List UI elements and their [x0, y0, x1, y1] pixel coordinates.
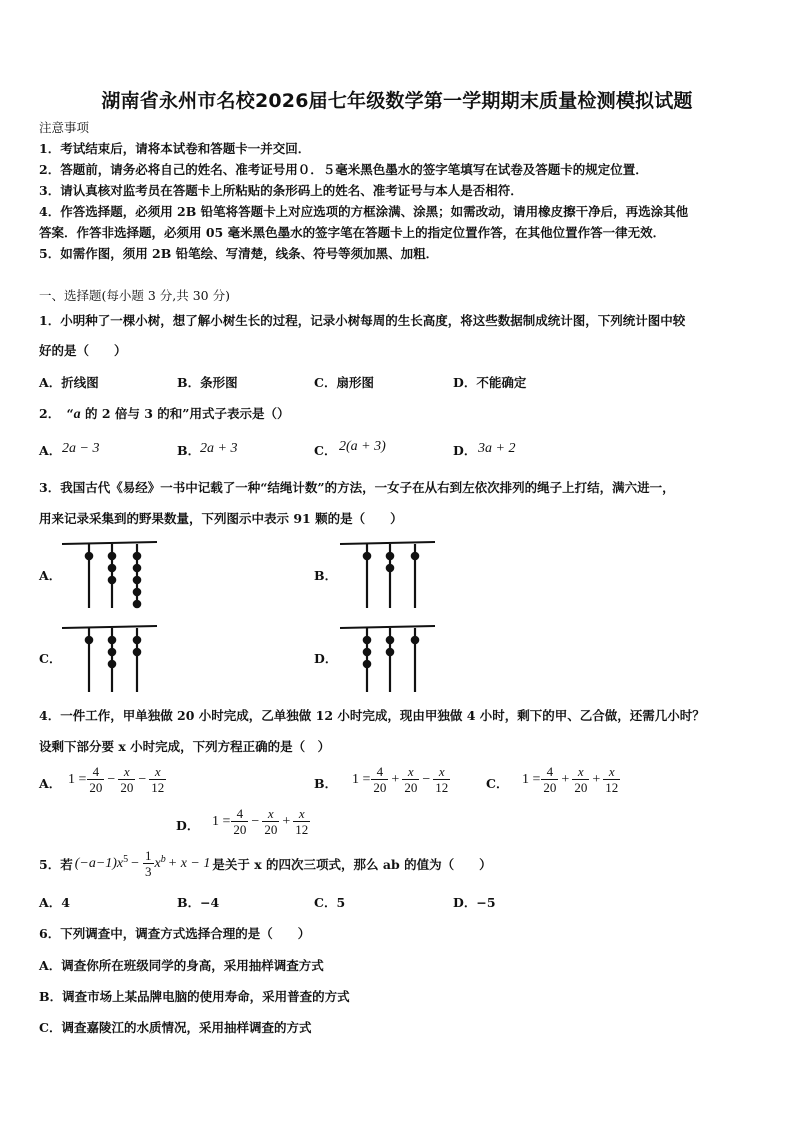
question-1-stem: 1．小明种了一棵小树，想了解小树生长的过程，记录小树每周的生长高度，将这些数据制成统计图，下列统计图中较 — [39, 313, 686, 328]
section-heading: 一、选择题(每小题 3 分,共 30 分) — [39, 288, 230, 303]
q6-option-c: C．调查嘉陵江的水质情况，采用抽样调查的方式 — [39, 1020, 312, 1035]
knot — [363, 552, 372, 561]
notice-item: 5．如需作图，须用 2B 铅笔绘、写清楚，线条、符号等须加黑、加粗． — [39, 246, 439, 261]
knot — [363, 648, 372, 657]
question-5-stem: 5．若 (−a−1)x $^5$ − $\frac{1}{3}$ x $^b$ + x − 1 是关于 x 的四次三项式，那么 ab 的值为（ ） — [39, 848, 492, 879]
q4-label-c: C． — [486, 776, 509, 791]
q2-label-d: D． — [453, 443, 477, 458]
question-4-stem: 设剩下部分要 x 小时完成，下列方程正确的是（ ） — [39, 739, 331, 754]
q2-option-a: 2a − 3 — [62, 441, 100, 456]
q4-label-d: D． — [176, 818, 200, 833]
q6-option-a: A．调查你所在班级同学的身高，采用抽样调查方式 — [39, 958, 324, 973]
knot — [85, 636, 94, 645]
knot — [133, 588, 142, 597]
q1-option-d: D．不能确定 — [453, 375, 527, 390]
rope-bar — [62, 542, 157, 544]
q3-label-b: B． — [314, 568, 338, 583]
rope-bar — [340, 626, 435, 628]
q5-option-d: D．−5 — [453, 895, 496, 910]
notice-item: 4．作答选择题，必须用 2B 铅笔将答题卡上对应选项的方框涂满、涂黑；如需改动，请用橡皮擦干净后，再选涂其他 — [39, 204, 689, 219]
question-6-stem: 6．下列调查中，调查方式选择合理的是（ ） — [39, 926, 311, 941]
q4-equation-a: 1 = $\frac{4}{20}$ − $\frac{x}{20}$ − $\frac{x}{12}$ — [68, 764, 165, 795]
q4-label-a: A． — [39, 776, 62, 791]
q3-label-d: D． — [314, 651, 338, 666]
notice-item: 2．答题前，请务必将自己的姓名、准考证号用０．５毫米黑色墨水的签字笔填写在试卷及答题卡的规定位置． — [39, 162, 648, 177]
knot — [108, 648, 117, 657]
q4-label-b: B． — [314, 776, 338, 791]
notice-item: 答案．作答非选择题，必须用 05 毫米黑色墨水的签字笔在答题卡上的指定位置作答，在其他位置作答一律无效． — [39, 225, 666, 240]
question-3-stem: 用来记录采集到的野果数量，下列图示中表示 91 颗的是（ ） — [39, 511, 403, 526]
knot — [386, 636, 395, 645]
knot — [108, 636, 117, 645]
q4-equation-c: 1 = $\frac{4}{20}$ + $\frac{x}{20}$ + $\frac{x}{12}$ — [522, 764, 619, 795]
q5-option-c: C．5 — [314, 895, 346, 910]
q2-label-c: C． — [314, 443, 337, 458]
question-2-stem: 2． “a 的 2 倍与 3 的和”用式子表示是（） — [39, 406, 290, 422]
q3-label-c: C． — [39, 651, 62, 666]
knot — [133, 648, 142, 657]
knot — [133, 600, 142, 609]
knot — [386, 564, 395, 573]
knot-diagram-a — [62, 540, 172, 612]
knot — [386, 552, 395, 561]
knot — [108, 552, 117, 561]
knot — [411, 636, 420, 645]
knot — [133, 576, 142, 585]
q3-label-a: A． — [39, 568, 62, 583]
q2-option-d: 3a + 2 — [478, 441, 516, 456]
knot-diagram-d — [340, 624, 450, 696]
rope-bar — [62, 626, 157, 628]
page-title: 湖南省永州市名校2026届七年级数学第一学期期末质量检测模拟试题 — [101, 90, 693, 112]
q2-option-c: 2(a + 3) — [339, 439, 386, 454]
knot — [386, 648, 395, 657]
notice-item: 3．请认真核对监考员在答题卡上所粘贴的条形码上的姓名、准考证号与本人是否相符． — [39, 183, 523, 198]
knot — [133, 552, 142, 561]
q2-label-b: B． — [177, 443, 201, 458]
rope-bar — [340, 542, 435, 544]
q4-equation-d: 1 = $\frac{4}{20}$ − $\frac{x}{20}$ + $\frac{x}{12}$ — [212, 806, 309, 837]
knot — [363, 660, 372, 669]
q2-label-a: A． — [39, 443, 62, 458]
q1-option-a: A．折线图 — [39, 375, 99, 390]
notice-heading: 注意事项 — [39, 120, 90, 135]
notice-item: 1．考试结束后，请将本试卷和答题卡一并交回． — [39, 141, 311, 156]
question-1-stem: 好的是（ ） — [39, 343, 127, 358]
q5-option-a: A．4 — [39, 895, 70, 910]
knot — [363, 636, 372, 645]
question-4-stem: 4．一件工作，甲单独做 20 小时完成，乙单独做 12 小时完成，现由甲独做 4 小时，剩下的甲、乙合做，还需几小时？ — [39, 708, 705, 723]
q1-option-c: C．扇形图 — [314, 375, 374, 390]
knot — [411, 552, 420, 561]
knot — [108, 564, 117, 573]
knot — [133, 564, 142, 573]
question-3-stem: 3．我国古代《易经》一书中记载了一种“结绳计数”的方法，一女子在从右到左依次排列的绳子上打结，满六进一， — [39, 480, 675, 495]
knot-diagram-c — [62, 624, 172, 696]
knot-diagram-b — [340, 540, 450, 612]
q2-option-b: 2a + 3 — [200, 441, 238, 456]
knot — [85, 552, 94, 561]
knot — [108, 576, 117, 585]
q5-option-b: B．−4 — [177, 895, 220, 910]
q6-option-b: B．调查市场上某品牌电脑的使用寿命，采用普查的方式 — [39, 989, 350, 1004]
q4-equation-b: 1 = $\frac{4}{20}$ + $\frac{x}{20}$ − $\frac{x}{12}$ — [352, 764, 449, 795]
knot — [133, 636, 142, 645]
knot — [108, 660, 117, 669]
q1-option-b: B．条形图 — [177, 375, 238, 390]
